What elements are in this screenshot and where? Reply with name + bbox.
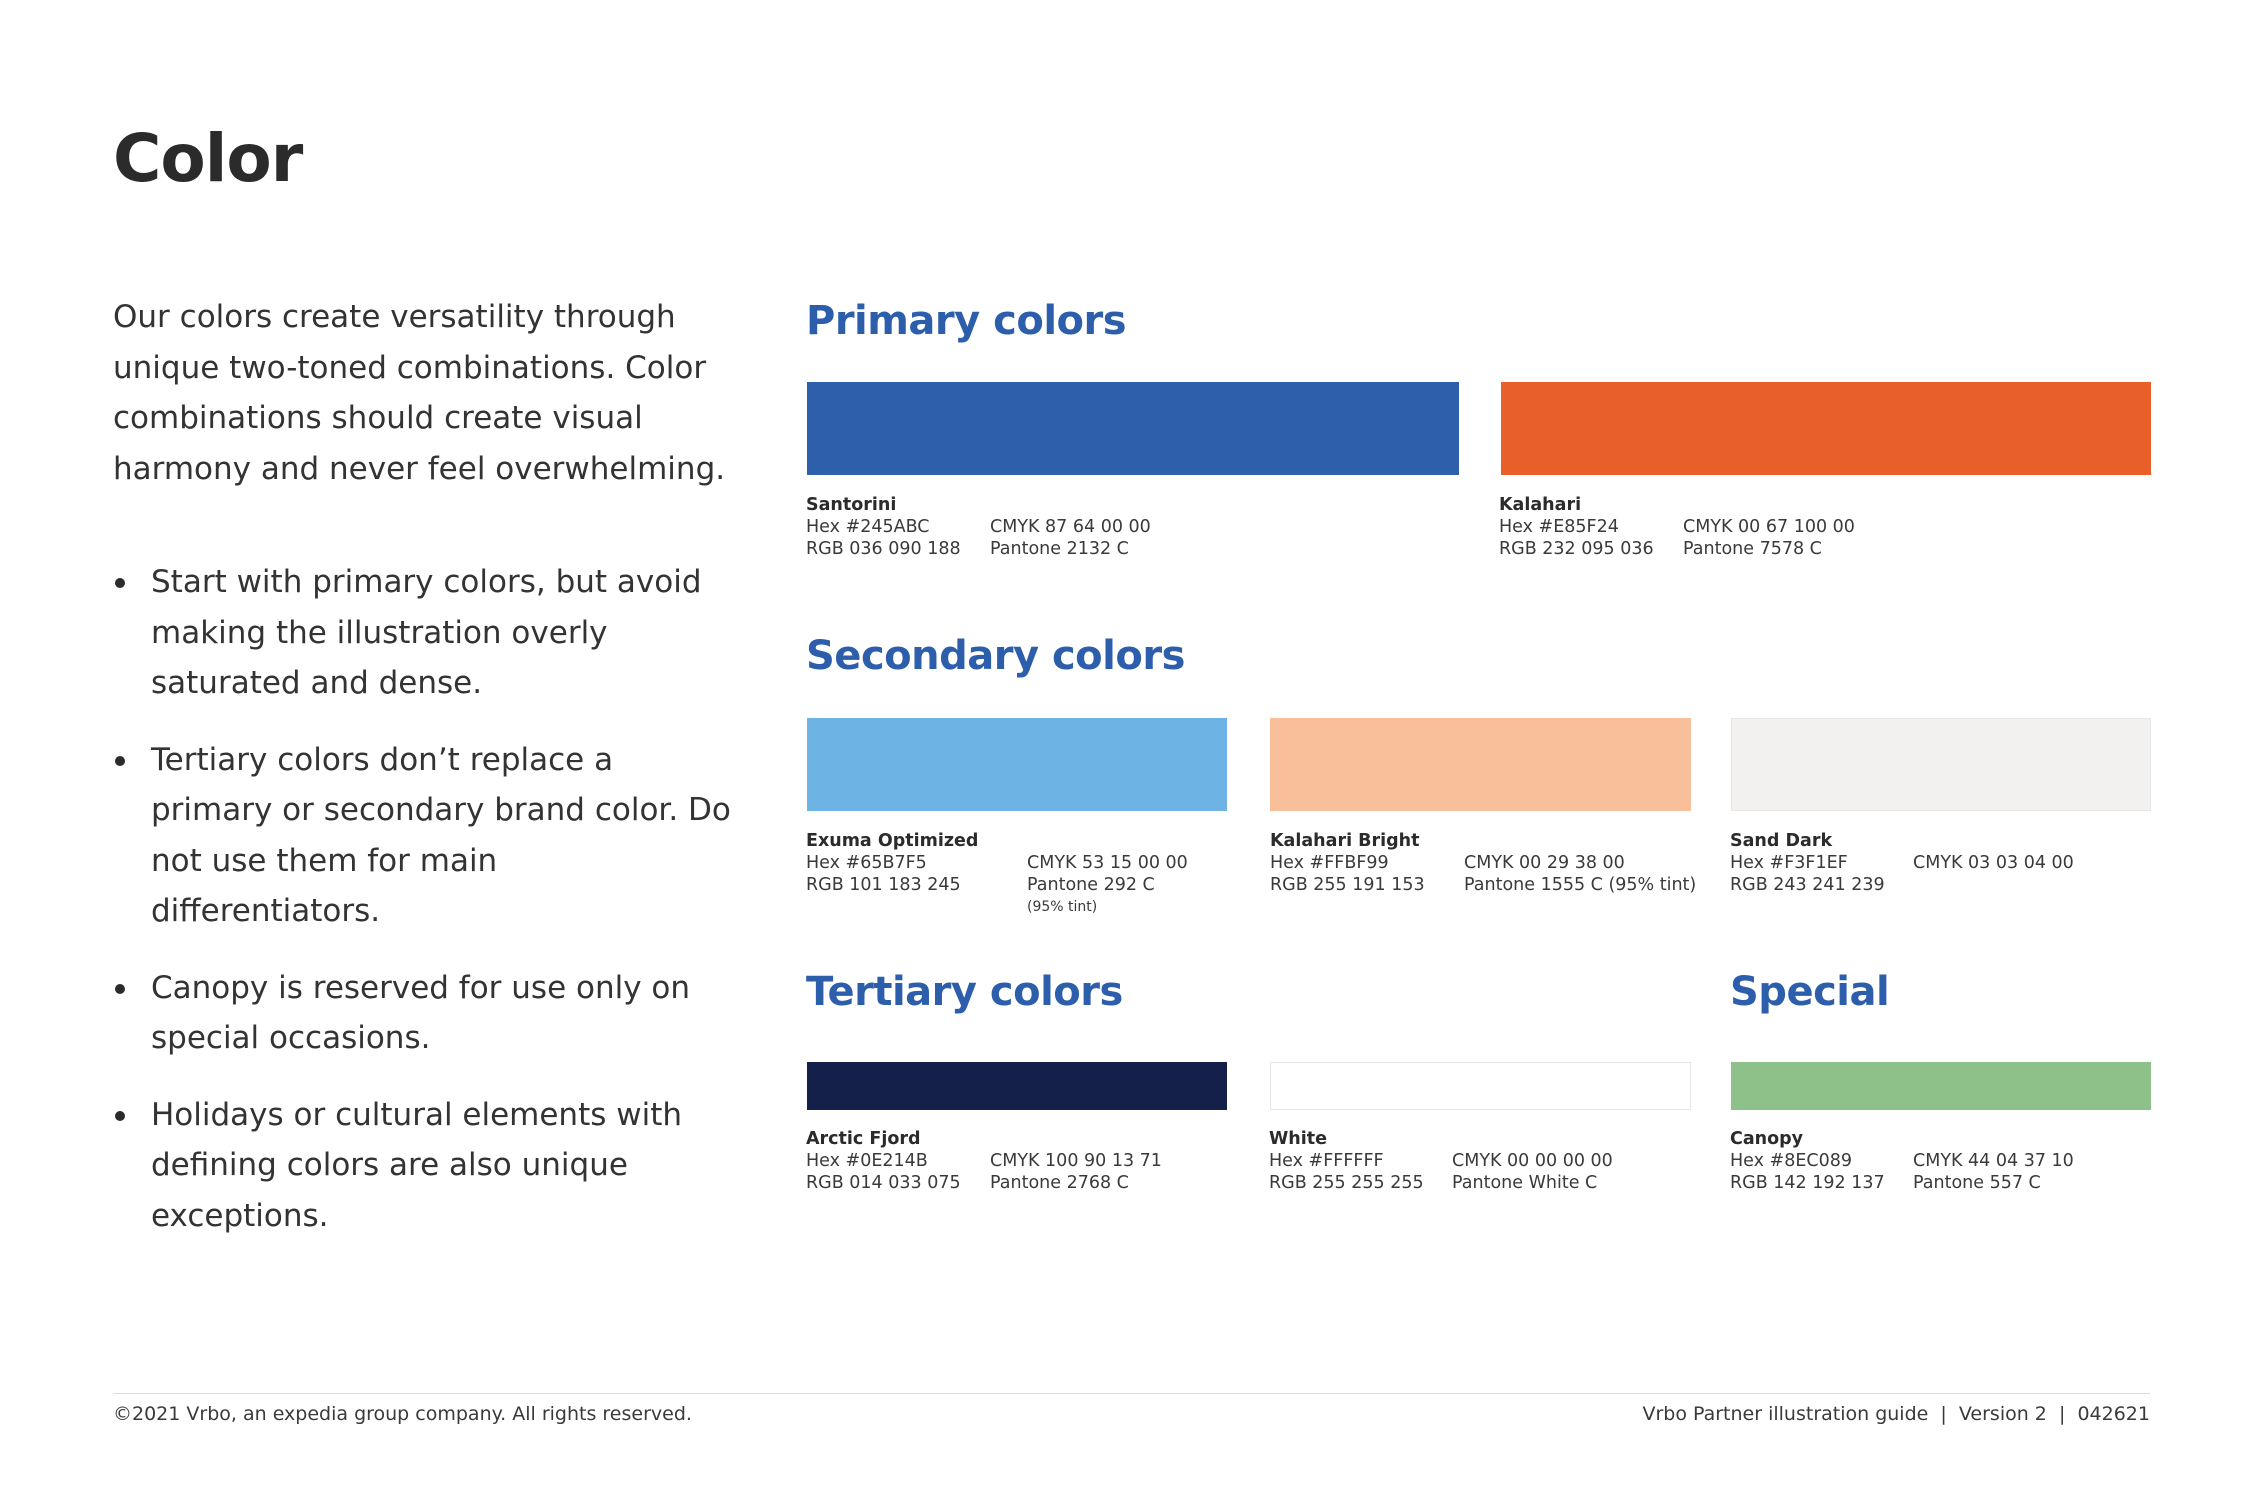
footer-guide-info: Vrbo Partner illustration guide | Version 2 | 042621 <box>1642 1403 2150 1425</box>
hex-value: Hex #E85F24 <box>1499 517 1619 537</box>
cmyk-value: CMYK 00 67 100 00 <box>1683 517 1855 537</box>
white-info <box>1269 1128 1709 1193</box>
hex-value: Hex #F3F1EF <box>1730 853 1848 873</box>
pantone-value: Pantone 557 C <box>1913 1173 2041 1193</box>
kalahari-bright-info <box>1270 830 1710 895</box>
intro-paragraph: Our colors create versatility through unique two-toned combinations. Color combinations should create visual harmony and never feel overwhelming. <box>113 299 726 487</box>
pantone-value: Pantone 7578 C <box>1683 539 1822 559</box>
exuma-optimized-swatch <box>807 718 1227 811</box>
tertiary-colors-heading: Tertiary colors <box>806 969 1123 1015</box>
pantone-value: Pantone 292 C (95% tint) <box>1027 874 1188 918</box>
sand-dark-info <box>1730 830 2150 895</box>
rgb-value: RGB 014 033 075 <box>806 1173 961 1193</box>
cmyk-value: CMYK 53 15 00 00 <box>1027 853 1188 873</box>
cmyk-value: CMYK 87 64 00 00 <box>990 517 1151 537</box>
white-swatch <box>1270 1062 1691 1110</box>
rgb-value: RGB 101 183 245 <box>806 875 961 895</box>
pantone-value: Pantone 2768 C <box>990 1173 1129 1193</box>
guideline-item: Canopy is reserved for use only on special occasions. <box>113 963 733 1064</box>
special-heading: Special <box>1730 969 1890 1015</box>
sand-dark-swatch <box>1731 718 2151 811</box>
cmyk-value: CMYK 00 29 38 00 <box>1464 853 1625 873</box>
canopy-swatch <box>1731 1062 2151 1110</box>
primary-colors-heading: Primary colors <box>806 298 1127 344</box>
pantone-tint-note: (95% tint) <box>1027 899 1098 915</box>
rgb-value: RGB 232 095 036 <box>1499 539 1654 559</box>
hex-value: Hex #65B7F5 <box>806 853 927 873</box>
guideline-item: Holidays or cultural elements with defining colors are also unique exceptions. <box>113 1090 733 1242</box>
rgb-value: RGB 243 241 239 <box>1730 875 1885 895</box>
hex-value: Hex #0E214B <box>806 1151 928 1171</box>
color-name: Kalahari <box>1499 495 1582 515</box>
footer-divider <box>113 1393 2150 1394</box>
cmyk-value: CMYK 03 03 04 00 <box>1913 853 2074 873</box>
canopy-info <box>1730 1128 2150 1193</box>
secondary-colors-heading: Secondary colors <box>806 633 1185 679</box>
bullet-dot-icon <box>115 984 125 994</box>
footer-copyright: ©2021 Vrbo, an expedia group company. All rights reserved. <box>113 1403 692 1425</box>
rgb-value: RGB 255 255 255 <box>1269 1173 1424 1193</box>
santorini-info <box>806 494 1406 559</box>
color-name: Kalahari Bright <box>1270 831 1420 851</box>
bullet-dot-icon <box>115 1111 125 1121</box>
rgb-value: RGB 142 192 137 <box>1730 1173 1885 1193</box>
pantone-value: Pantone 2132 C <box>990 539 1129 559</box>
bullet-dot-icon <box>115 578 125 588</box>
exuma-optimized-info <box>806 830 1246 915</box>
cmyk-value: CMYK 44 04 37 10 <box>1913 1151 2074 1171</box>
hex-value: Hex #FFFFFF <box>1269 1151 1384 1171</box>
rgb-value: RGB 255 191 153 <box>1270 875 1425 895</box>
kalahari-info <box>1499 494 2099 559</box>
color-name: Sand Dark <box>1730 831 1833 851</box>
guideline-item: Start with primary colors, but avoid making the illustration overly saturated and dense. <box>113 557 733 709</box>
color-name: Canopy <box>1730 1129 1804 1149</box>
color-name: Exuma Optimized <box>806 831 979 851</box>
hex-value: Hex #FFBF99 <box>1270 853 1389 873</box>
color-name: Arctic Fjord <box>806 1129 921 1149</box>
cmyk-value: CMYK 100 90 13 71 <box>990 1151 1162 1171</box>
santorini-swatch <box>807 382 1459 475</box>
hex-value: Hex #245ABC <box>806 517 930 537</box>
rgb-value: RGB 036 090 188 <box>806 539 961 559</box>
color-name: Santorini <box>806 495 897 515</box>
arctic-fjord-swatch <box>807 1062 1227 1110</box>
pantone-value: Pantone White C <box>1452 1173 1598 1193</box>
pantone-value: Pantone 1555 C (95% tint) <box>1464 875 1697 895</box>
guideline-list <box>113 557 733 1267</box>
kalahari-swatch <box>1501 382 2151 475</box>
bullet-dot-icon <box>115 756 125 766</box>
guideline-item: Tertiary colors don’t replace a primary or secondary brand color. Do not use them for main differentiators. <box>113 735 733 937</box>
color-name: White <box>1269 1129 1327 1149</box>
cmyk-value: CMYK 00 00 00 00 <box>1452 1151 1613 1171</box>
hex-value: Hex #8EC089 <box>1730 1151 1853 1171</box>
page-title: Color <box>113 120 303 197</box>
kalahari-bright-swatch <box>1270 718 1691 811</box>
arctic-fjord-info <box>806 1128 1246 1193</box>
